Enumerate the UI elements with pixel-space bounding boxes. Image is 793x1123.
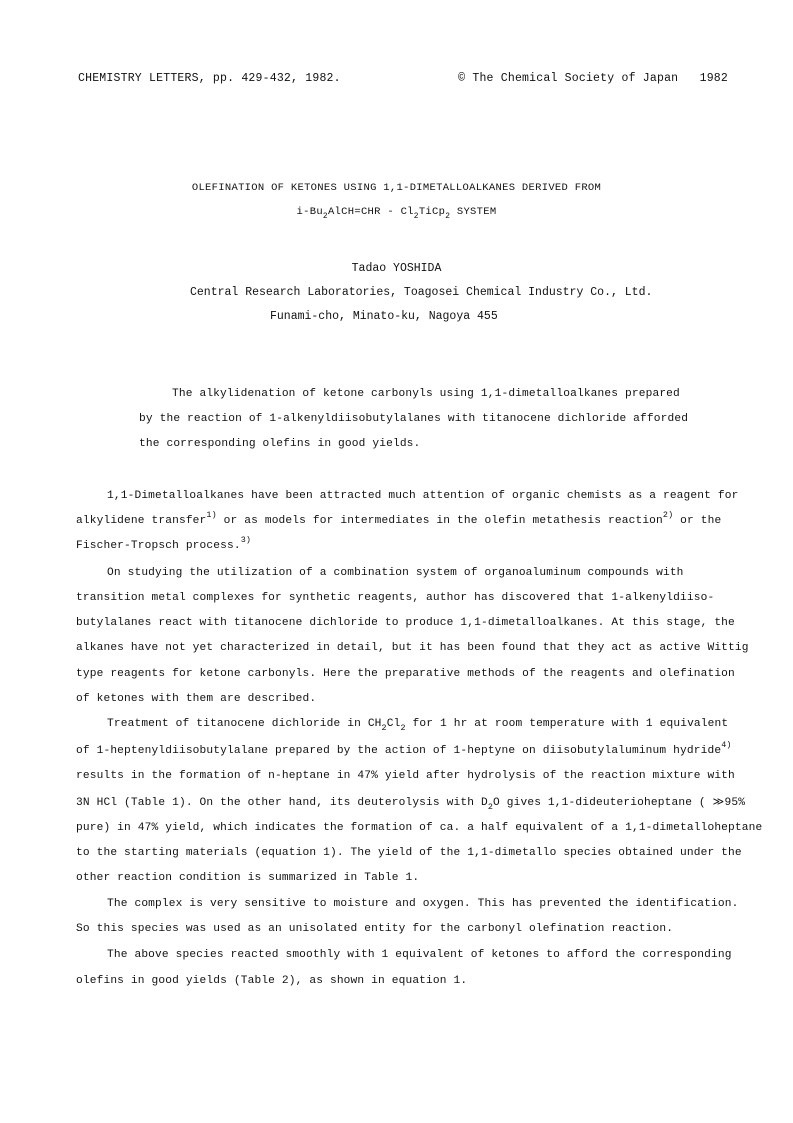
body-line: alkanes have not yet characterized in detail, but it has been found that they act as active Wittig <box>76 642 749 654</box>
article-title-line-1: OLEFINATION OF KETONES USING 1,1-DIMETALLOALKANES DERIVED FROM <box>191 182 602 194</box>
body-line: olefins in good yields (Table 2), as shown in equation 1. <box>76 975 468 987</box>
title-part: i-Bu <box>296 206 323 218</box>
text-run: Fischer-Tropsch process. <box>76 540 241 552</box>
affiliation-line-1: Central Research Laboratories, Toagosei Chemical Industry Co., Ltd. <box>190 286 653 299</box>
body-line <box>76 795 746 812</box>
reference-marker: 1) <box>206 510 217 520</box>
body-line: of ketones with them are described. <box>76 693 317 705</box>
body-line: transition metal complexes for synthetic reagents, author has discovered that 1-alkenyldiiso- <box>76 592 715 604</box>
body-line <box>76 535 252 552</box>
body-line: pure) in 47% yield, which indicates the formation of ca. a half equivalent of a 1,1-dimetalloheptane <box>76 822 763 834</box>
body-line <box>76 510 722 527</box>
text-run: of 1-heptenyldiisobutylalane prepared by the action of 1-heptyne on diisobutylaluminum hydride <box>76 745 722 757</box>
body-line: butylalanes react with titanocene dichloride to produce 1,1-dimetalloalkanes. At this stage, the <box>76 617 735 629</box>
reference-marker: 3) <box>240 535 252 545</box>
abstract-line: the corresponding olefins in good yields. <box>139 438 421 450</box>
copyright-line <box>458 72 728 85</box>
copyright-year: 1982 <box>699 72 728 85</box>
subscript: 2 <box>487 802 494 812</box>
body-line: other reaction condition is summarized in Table 1. <box>76 872 420 884</box>
title-subscript: 2 <box>413 212 419 221</box>
title-subscript: 2 <box>322 212 328 221</box>
reference-marker: 2) <box>662 510 674 520</box>
text-run: Cl <box>386 718 401 730</box>
text-run: 3N HCl (Table 1). On the other hand, its deuterolysis with D <box>76 797 488 809</box>
body-line: The complex is very sensitive to moisture and oxygen. This has prevented the identification. <box>107 898 739 910</box>
abstract-line: by the reaction of 1-alkenyldiisobutylalanes with titanocene dichloride afforded <box>139 413 689 425</box>
text-run: or as models for intermediates in the olefin metathesis reaction <box>216 515 663 527</box>
abstract-line: The alkylidenation of ketone carbonyls using 1,1-dimetalloalkanes prepared <box>172 388 680 400</box>
text-run: or the <box>673 515 722 527</box>
title-part: AlCH=CHR - Cl <box>327 206 414 218</box>
title-part: TiCp <box>418 206 446 218</box>
body-line: results in the formation of n-heptane in 47% yield after hydrolysis of the reaction mixture with <box>76 770 735 782</box>
body-line: The above species reacted smoothly with 1 equivalent of ketones to afford the corresponding <box>107 949 732 961</box>
body-line: type reagents for ketone carbonyls. Here the preparative methods of the reagents and olefination <box>76 668 735 680</box>
body-line: On studying the utilization of a combination system of organoaluminum compounds with <box>107 567 684 579</box>
body-line: 1,1-Dimetalloalkanes have been attracted much attention of organic chemists as a reagent for <box>107 490 739 502</box>
copyright-text: © The Chemical Society of Japan <box>458 72 679 85</box>
body-line: to the starting materials (equation 1). The yield of the 1,1-dimetallo species obtained under the <box>76 847 742 859</box>
body-line <box>76 740 732 757</box>
title-subscript: 2 <box>445 212 451 221</box>
journal-citation: CHEMISTRY LETTERS, pp. 429-432, 1982. <box>78 72 341 85</box>
text-run: Treatment of titanocene dichloride in CH <box>107 718 382 730</box>
body-line <box>107 718 729 733</box>
subscript: 2 <box>381 723 387 733</box>
body-line: So this species was used as an unisolated entity for the carbonyl olefination reaction. <box>76 923 674 935</box>
text-run: alkylidene transfer <box>76 515 207 527</box>
text-run: for 1 hr at room temperature with 1 equivalent <box>405 718 729 730</box>
running-header <box>78 72 728 88</box>
author-name: Tadao YOSHIDA <box>351 262 442 275</box>
text-run: O gives 1,1-dideuterioheptane ( ≫95% <box>493 797 746 809</box>
affiliation-line-2: Funami-cho, Minato-ku, Nagoya 455 <box>270 310 498 323</box>
subscript: 2 <box>400 723 406 733</box>
reference-marker: 4) <box>721 740 732 750</box>
article-title-line-2 <box>0 206 793 221</box>
title-part: SYSTEM <box>450 206 497 218</box>
